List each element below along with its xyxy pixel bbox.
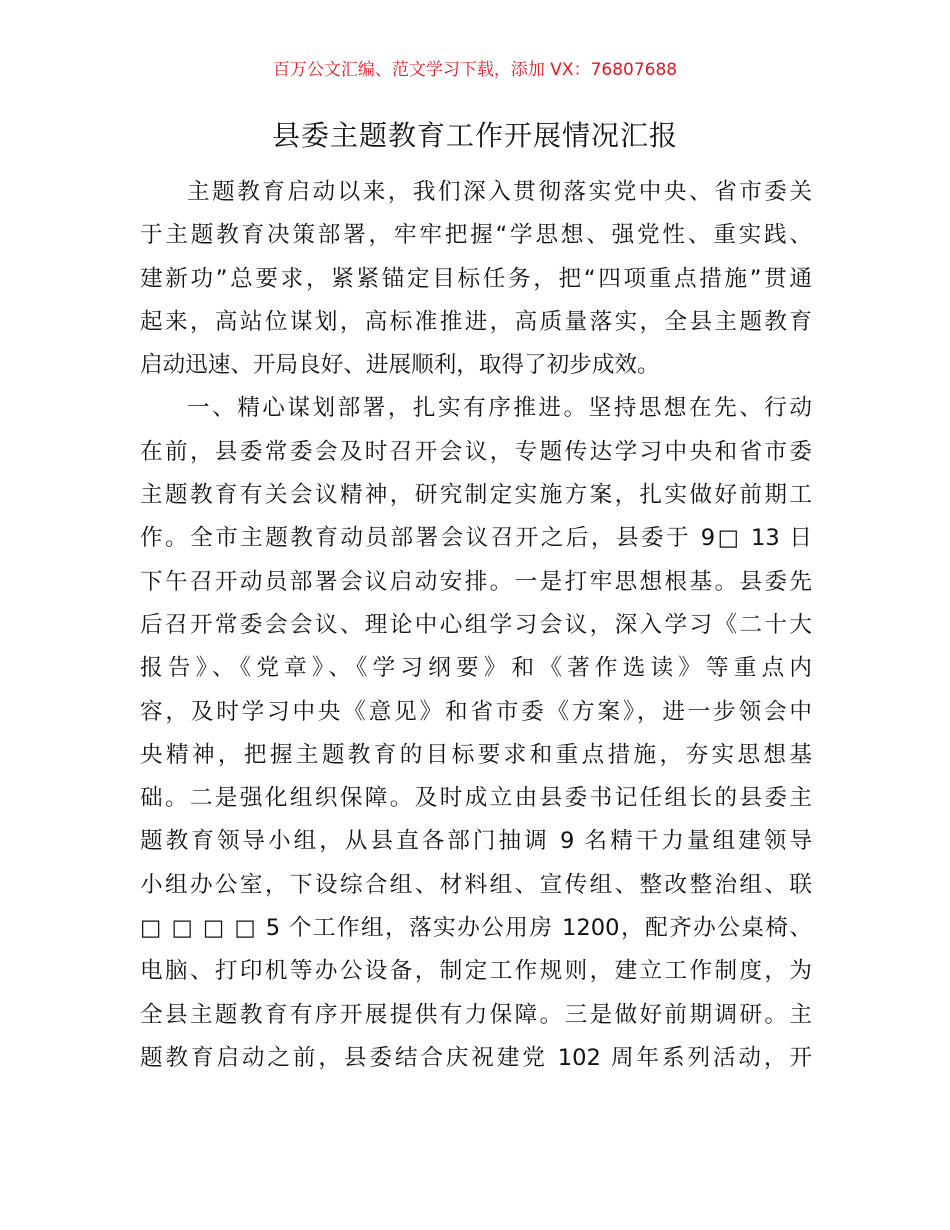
text-line: 电脑、打印机等办公设备，制定工作规则，建立工作制度，为: [140, 958, 812, 985]
text-line: 础。二是强化组织保障。及时成立由县委书记任组长的县委主: [140, 785, 812, 812]
document-body: [140, 171, 812, 1080]
text-line: 题教育领导小组，从县直各部门抽调 9 名精干力量组建领导: [140, 828, 812, 855]
text-line: 主题教育有关会议精神，研究制定实施方案，扎实做好前期工: [140, 482, 812, 509]
text-line: 起来，高站位谋划，高标准推进，高质量落实，全县主题教育: [140, 308, 812, 335]
text-line: 全县主题教育有序开展提供有力保障。三是做好前期调研。主: [140, 1001, 812, 1028]
paragraph-intro: [140, 171, 812, 387]
text-line: 容，及时学习中央《意见》和省市委《方案》，进一步领会中: [140, 698, 812, 725]
text-line: 在前，县委常委会及时召开会议，专题传达学习中央和省市委: [140, 438, 812, 465]
text-line: 作。全市主题教育动员部署会议召开之后，县委于 9□ 13 日: [140, 525, 812, 552]
text-line: 报告》、《党章》、《学习纲要》和《著作选读》等重点内: [140, 655, 812, 682]
paragraph-section-one: [140, 387, 812, 1080]
text-line: □ □ □ □ 5 个工作组，落实办公用房 1200，配齐办公桌椅、: [140, 915, 812, 942]
text-line: 下午召开动员部署会议启动安排。一是打牢思想根基。县委先: [140, 568, 812, 595]
document-title: 县委主题教育工作开展情况汇报: [271, 119, 678, 152]
text-line: 题教育启动之前，县委结合庆祝建党 102 周年系列活动，开: [140, 1044, 812, 1071]
text-line: 主题教育启动以来，我们深入贯彻落实党中央、省市委关: [187, 179, 812, 205]
text-line: 后召开常委会会议、理论中心组学习会议，深入学习《二十大: [140, 611, 812, 638]
text-line: 启动迅速、开局良好、进展顺利，取得了初步成效。: [140, 352, 660, 379]
text-line: 建新功”总要求，紧紧锚定目标任务，把“四项重点措施”贯通: [140, 265, 812, 292]
text-line: 一、精心谋划部署，扎实有序推进。坚持思想在先、行动: [187, 395, 812, 422]
text-line: 于主题教育决策部署，牢牢把握“学思想、强党性、重实践、: [140, 222, 812, 249]
text-line: 央精神，把握主题教育的目标要求和重点措施，夯实思想基: [140, 741, 812, 768]
text-line: 小组办公室，下设综合组、材料组、宣传组、整改整治组、联: [140, 871, 812, 898]
promo-banner: 百万公文汇编、范文学习下载，添加 VX：76807688: [272, 60, 678, 80]
